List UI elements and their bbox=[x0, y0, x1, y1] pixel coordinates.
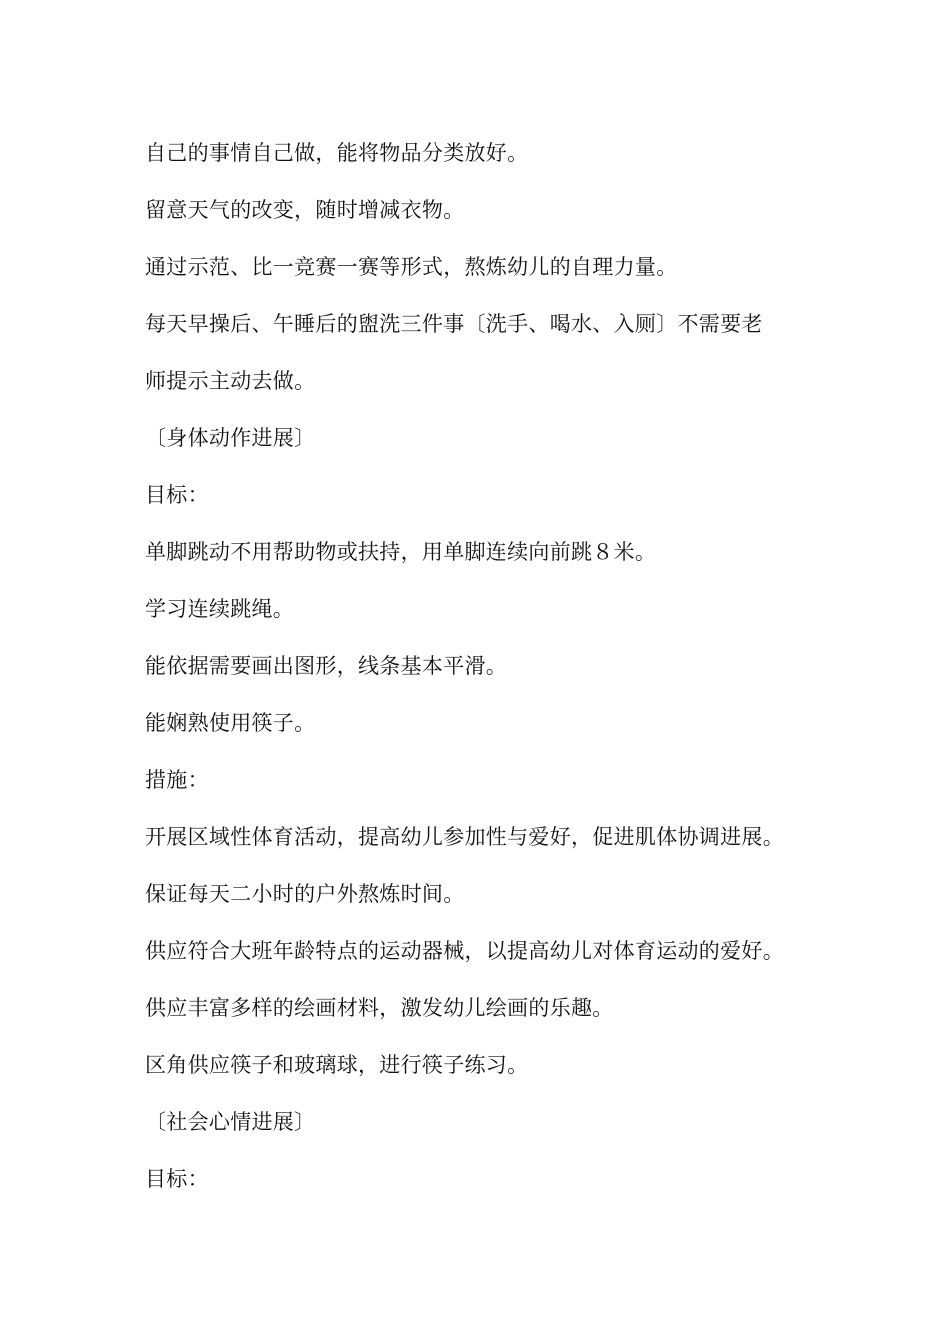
subheading-goals-social: 目标： bbox=[145, 1167, 209, 1191]
section-heading-physical: 〔身体动作进展〕 bbox=[145, 426, 316, 450]
paragraph-chopstick-practice: 区角供应筷子和玻璃球，进行筷子练习。 bbox=[145, 1053, 529, 1077]
paragraph-chopsticks: 能娴熟使用筷子。 bbox=[145, 711, 316, 735]
paragraph-drawing-materials: 供应丰富多样的绘画材料，激发幼儿绘画的乐趣。 bbox=[145, 996, 614, 1020]
paragraph-regional-sports: 开展区域性体育活动，提高幼儿参加性与爱好，促进肌体协调进展。 bbox=[145, 825, 784, 849]
paragraph-washing-routine-line1: 每天早操后、午睡后的盥洗三件事〔洗手、喝水、入厕〕不需要老 bbox=[145, 312, 763, 336]
paragraph-outdoor-time: 保证每天二小时的户外熬炼时间。 bbox=[145, 882, 465, 906]
section-heading-social-emotional: 〔社会心情进展〕 bbox=[145, 1110, 316, 1134]
paragraph-sports-equipment: 供应符合大班年龄特点的运动器械，以提高幼儿对体育运动的爱好。 bbox=[145, 939, 784, 963]
paragraph-weather-clothing: 留意天气的改变，随时增减衣物。 bbox=[145, 198, 465, 222]
paragraph-jump-rope: 学习连续跳绳。 bbox=[145, 597, 295, 621]
paragraph-drawing-shapes: 能依据需要画出图形，线条基本平滑。 bbox=[145, 654, 508, 678]
paragraph-competition-practice: 通过示范、比一竞赛一赛等形式，熬炼幼儿的自理力量。 bbox=[145, 255, 678, 279]
paragraph-one-foot-jump: 单脚跳动不用帮助物或扶持，用单脚连续向前跳８米。 bbox=[145, 540, 657, 564]
paragraph-washing-routine-line2: 师提示主动去做。 bbox=[145, 369, 316, 393]
subheading-measures: 措施： bbox=[145, 768, 209, 792]
paragraph-self-care: 自己的事情自己做，能将物品分类放好。 bbox=[145, 141, 529, 165]
subheading-goals-physical: 目标： bbox=[145, 483, 209, 507]
